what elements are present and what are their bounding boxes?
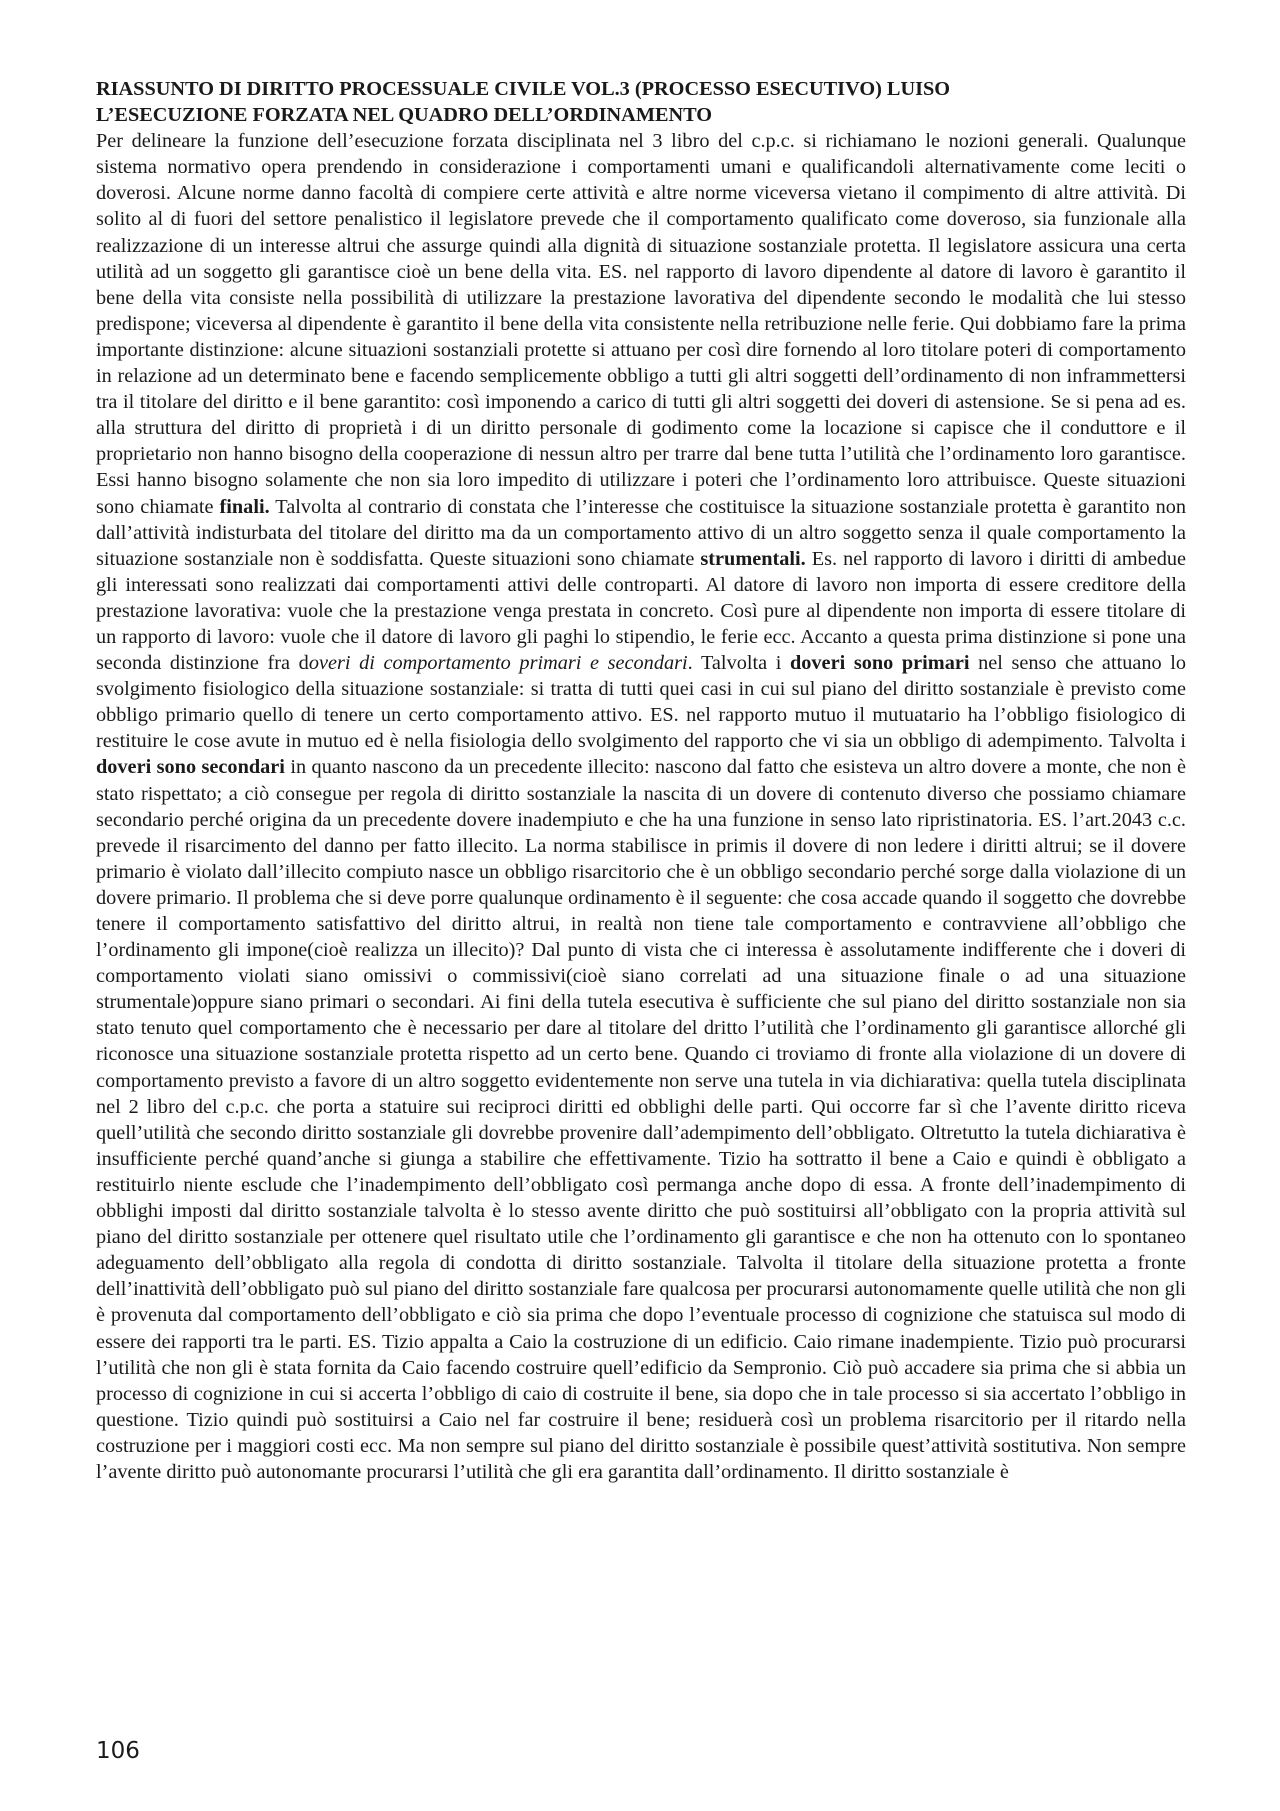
bold-term-strumentali: strumentali. xyxy=(700,547,806,570)
body-text-segment: nel senso che attuano lo svolgimento fisiologico della situazione sostanziale: si tratta di tutti quei casi in cui sul piano del diritto sostanziale è previsto come obbligo primario quello di tenere un certo comportamento attivo. ES. nel rapporto mutuo il mutuatario ha l’obbligo fisiologico di restituire le cose avute in mutuo ed è nella fisiologia dello svolgimento del rapporto che vi sia un obbligo di adempimento. Talvolta i xyxy=(96,652,1187,753)
body-text-segment: Talvolta al contrario di constata che l’interesse che costituisce la situazione sostanziale protetta è garantito non dall’attività indisturbata del titolare del diritto ma da un comportamento attivo di un altro soggetto senza il quale comportamento la situazione sostanziale non è soddisfatta. Queste situazioni sono chiamate xyxy=(96,495,1187,570)
italic-term-doveri: overi di comportamento primari e secondari xyxy=(308,652,688,675)
bold-term-doveri-secondari: doveri sono secondari xyxy=(96,756,285,779)
document-title-line-1: RIASSUNTO DI DIRITTO PROCESSUALE CIVILE VOL.3 (PROCESSO ESECUTIVO) LUISO xyxy=(96,78,951,100)
body-text-segment: Es. nel rapporto di lavoro i diritti di ambedue gli interessati sono realizzati dai comportamenti attivi delle controparti. Al datore di lavoro non importa di essere creditore della prestazione lavorativa: vuole che la prestazione venga prestata in concreto. Così pure al dipendente non importa di essere titolare di un rapporto di lavoro: vuole che il datore di lavoro gli paghi lo stipendio, le ferie ecc. Accanto a questa prima distinzione si pone una seconda distinzione fra d xyxy=(96,547,1186,675)
body-text-segment: . Talvolta i xyxy=(687,652,790,675)
body-paragraph xyxy=(96,128,1186,1485)
page-content xyxy=(96,76,1186,1485)
bold-term-finali: finali. xyxy=(219,495,270,518)
section-heading: L’ESECUZIONE FORZATA NEL QUADRO DELL’ORDINAMENTO xyxy=(96,104,713,127)
body-text-segment: Per delineare la funzione dell’esecuzione forzata disciplinata nel 3 libro del c.p.c. si richiamano le nozioni generali. Qualunque sistema normativo opera prendendo in considerazione i comportamenti umani e qualificandoli alternativamente come leciti o doverosi. Alcune norme danno facoltà di compiere certe attività e altre norme viceversa vietano il compimento di altre attività. Di solito al di fuori del settore penalistico il legislatore prevede che il comportamento qualificato come doveroso, sia funzionale alla realizzazione di un interesse altrui che assurge quindi alla dignità di situazione sostanziale protetta. Il legislatore assicura una certa utilità ad un soggetto gli garantisce cioè un bene della vita. ES. nel rapporto di lavoro dipendente al datore di lavoro è garantito il bene della vita consiste nella possibilità di utilizzare la prestazione lavorativa del dipendente secondo le modalità che lui stesso predispone; viceversa al dipendente è garantito il bene della vita consistente nella retribuzione nelle ferie. Qui dobbiamo fare la prima importante distinzione: alcune situazioni sostanziali protette si attuano per così dire fornendo al loro titolare poteri di comportamento in relazione ad un determinato bene e facendo semplicemente obbligo a tutti gli altri soggetti dell’ordinamento di non inframmettersi tra il titolare del diritto e il bene garantito: così imponendo a carico di tutti gli altri soggetti dei doveri di astensione. Se si pena ad es. alla struttura del diritto di proprietà i di un diritto personale di godimento come la locazione si capisce che il conduttore e il proprietario non hanno bisogno della cooperazione di nessun altro per trarre dal bene tutta l’utilità che l’ordinamento loro garantisce. Essi hanno bisogno solamente che non sia loro impedito di utilizzare i poteri che l’ordinamento loro attribuisce. Queste situazioni sono chiamate xyxy=(96,130,1186,518)
bold-term-doveri-primari: doveri sono primari xyxy=(790,652,970,675)
page-number: 106 xyxy=(96,1738,140,1764)
body-text-segment: in quanto nascono da un precedente illecito: nascono dal fatto che esisteva un altro dovere a monte, che non è stato rispettato; a ciò consegue per regola di diritto sostanziale la nascita di un dovere di contenuto diverso che possiamo chiamare secondario perché origina da un precedente dovere inadempiuto e che ha una funzione in senso lato ripristinatoria. ES. l’art.2043 c.c. prevede il risarcimento del danno per fatto illecito. La norma stabilisce in primis il dovere di non ledere i diritti altrui; se il dovere primario è violato dall’illecito compiuto nasce un obbligo risarcitorio che è un obbligo secondario perché sorge dalla violazione di un dovere primario. Il problema che si deve porre qualunque ordinamento è il seguente: che cosa accade quando il soggetto che dovrebbe tenere il comportamento satisfattivo del diritto altrui, in realtà non tiene tale comportamento e contravviene all’obbligo che l’ordinamento gli impone(cioè realizza un illecito)? Dal punto di vista che ci interessa è assolutamente indifferente che i doveri di comportamento violati siano omissivi o commissivi(cioè siano correlati ad una situazione finale o ad una situazione strumentale)oppure siano primari o secondari. Ai fini della tutela esecutiva è sufficiente che sul piano del diritto sostanziale non sia stato tenuto quel comportamento che è necessario per dare al titolare del dritto l’utilità che l’ordinamento gli garantisce allorché gli riconosce una situazione sostanziale protetta rispetto ad un certo bene. Quando ci troviamo di fronte alla violazione di un dovere di comportamento previsto a favore di un altro soggetto evidentemente non serve una tutela in via dichiarativa: quella tutela disciplinata nel 2 libro del c.p.c. che porta a statuire sui reciproci diritti ed obblighi delle parti. Qui occorre far sì che l’avente diritto riceva quell’utilità che secondo diritto sostanziale gli dovrebbe provenire dall’adempimento dell’obbligato. Oltretutto la tutela dichiarativa è insufficiente perché quand’anche si giunga a stabilire che effettivamente. Tizio ha sottratto il bene a Caio e quindi è obbligato a restituirlo niente esclude che l’inadempimento dell’obbligato così permanga anche dopo di essa. A fronte dell’inadempimento di obblighi imposti dal diritto sostanziale talvolta è lo stesso avente diritto che può sostituirsi all’obbligato con la propria attività sul piano del diritto sostanziale per ottenere quel risultato utile che l’ordinamento gli garantisce e che non ha ottenuto con lo spontaneo adeguamento dell’obbligato alla regola di condotta di diritto sostanziale. Talvolta il titolare della situazione protetta a fronte dell’inattività dell’obbligato può sul piano del diritto sostanziale fare qualcosa per procurarsi autonomamente quelle utilità che non gli è provenuta dal comportamento dell’obbligato e ciò sia prima che dopo l’eventuale processo di cognizione che statuisca sul modo di essere dei rapporti tra le parti. ES. Tizio appalta a Caio la costruzione di un edificio. Caio rimane inadempiente. Tizio può procurarsi l’utilità che non gli è stata fornita da Caio facendo costruire quell’edificio da Sempronio. Ciò può accadere sia prima che si abbia un processo di cognizione in cui si accerta l’obbligo di caio di costruite il bene, sia dopo che in tale processo si sia accertato l’obbligo in questione. Tizio quindi può sostituirsi a Caio nel far costruire il bene; residuerà così un problema risarcitorio per il ritardo nella costruzione per i maggiori costi ecc. Ma non sempre sul piano del diritto sostanziale è possibile quest’attività sostitutiva. Non sempre l’avente diritto può autonomante procurarsi l’utilità che gli era garantita dall’ordinamento. Il diritto sostanziale è xyxy=(96,756,1186,1483)
